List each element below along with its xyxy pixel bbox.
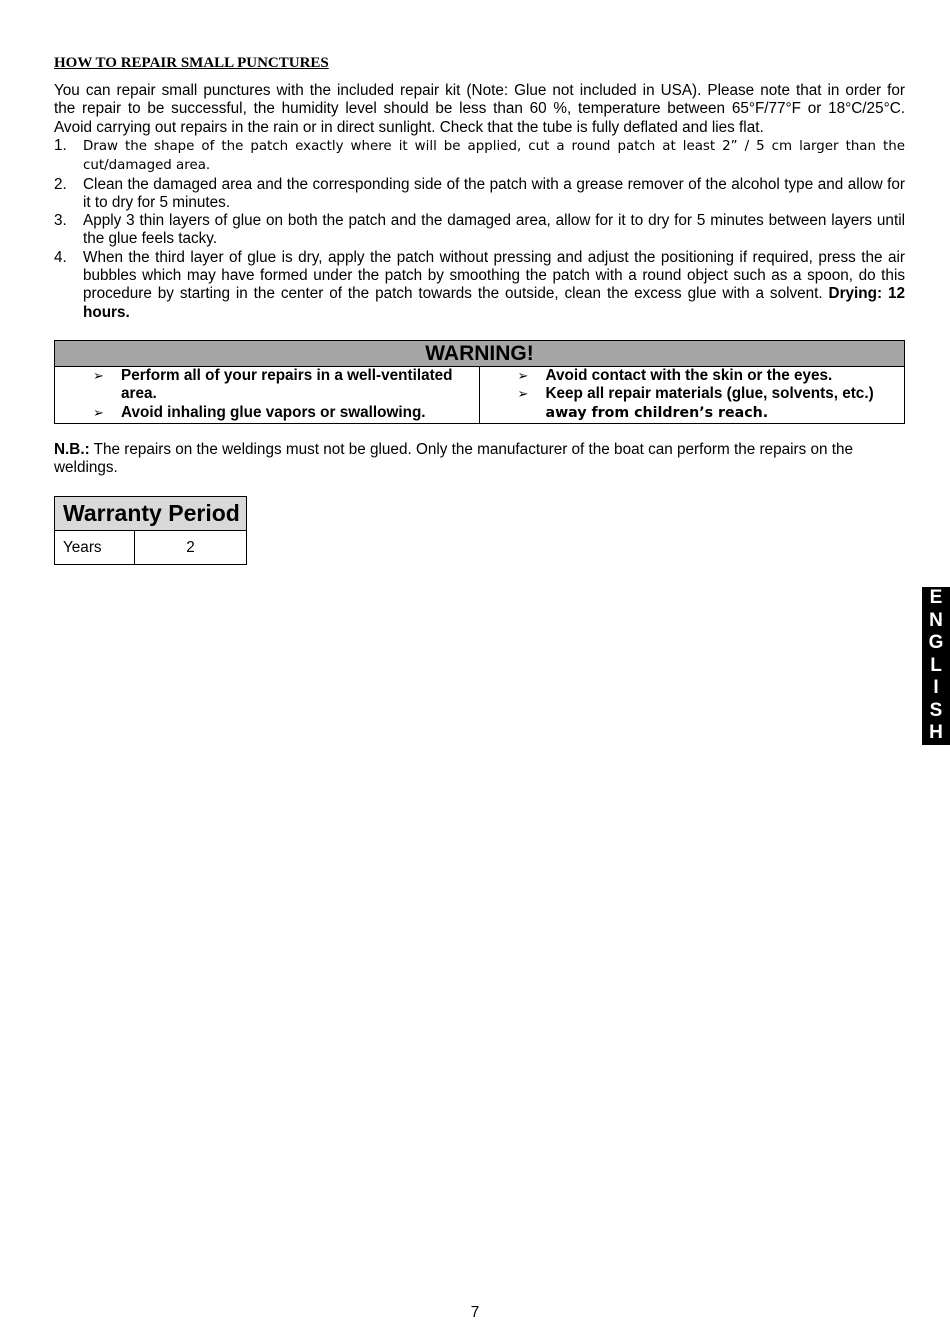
nb-label: N.B.: — [54, 441, 90, 458]
repair-step — [54, 249, 905, 322]
step-number: 2. — [54, 175, 67, 193]
warning-text: Keep all repair materials (glue, solvents, etc.) — [545, 385, 874, 403]
repair-step — [54, 176, 905, 213]
language-tab-letter: N — [929, 609, 943, 631]
intro-line: Avoid carrying out repairs in the rain or in direct sunlight. Check that the tube is fully deflated and lies flat. — [54, 118, 764, 136]
language-tab — [922, 587, 950, 745]
warning-title: WARNING! — [55, 341, 904, 367]
language-tab-letter: I — [933, 677, 939, 699]
warning-list — [55, 367, 471, 422]
repair-steps-list — [54, 137, 905, 322]
warning-item — [480, 367, 897, 385]
warning-text: Avoid inhaling glue vapors or swallowing. — [121, 403, 426, 421]
warning-box — [54, 340, 905, 424]
warning-columns — [55, 367, 904, 423]
language-tab-letter: E — [929, 586, 943, 608]
warning-item — [55, 404, 471, 422]
warranty-value: 2 — [186, 538, 195, 556]
warning-item — [55, 367, 471, 404]
warning-column-left — [55, 367, 480, 423]
warning-item — [480, 385, 897, 422]
arrow-bullet-icon: ➢ — [93, 404, 104, 420]
step-number: 3. — [54, 212, 67, 230]
repair-step — [54, 137, 905, 176]
intro-line: You can repair small punctures with the included repair kit (Note: Glue not included in USA). Please note that in order for — [54, 82, 905, 99]
intro-paragraph — [54, 82, 905, 137]
repair-step — [54, 212, 905, 249]
page-number: 7 — [470, 1304, 480, 1321]
step-text: Clean the damaged area and the corresponding side of the patch with a grease remover of the alcohol type and allow for it to dry for 5 minutes. — [83, 175, 905, 211]
nb-text: The repairs on the weldings must not be glued. Only the manufacturer of the boat can perform the repairs on the weldings. — [54, 441, 854, 477]
arrow-bullet-icon: ➢ — [517, 368, 529, 383]
step-text: Apply 3 thin layers of glue on both the patch and the damaged area, allow for it to dry for 5 minutes between layers until the glue feels tacky. — [83, 212, 905, 248]
arrow-bullet-icon: ➢ — [93, 368, 104, 383]
nb-note — [54, 441, 905, 478]
language-tab-letter: S — [929, 699, 943, 721]
drying-time: Drying: 12 hours. — [83, 285, 905, 321]
section-heading: HOW TO REPAIR SMALL PUNCTURES — [54, 55, 329, 71]
warning-column-right — [480, 367, 905, 423]
warning-text: away from children’s reach. — [545, 404, 769, 421]
step-number: 1. — [54, 137, 67, 154]
warranty-label: Years — [55, 531, 135, 564]
step-number: 4. — [54, 248, 67, 266]
intro-line: the repair to be successful, the humidity level should be less than 60 %, temperature between 65°F/77°F or 18°C/25°C. — [54, 100, 905, 118]
language-tab-letter: L — [930, 654, 942, 676]
warning-text: Perform all of your repairs in a well-ventilated area. — [121, 367, 453, 403]
language-tab-letter: H — [929, 722, 943, 744]
warranty-row — [55, 531, 246, 564]
step-text: When the third layer of glue is dry, apply the patch without pressing and adjust the positioning if required, press the air bubbles which may have formed under the patch by smoothing the patch with a round object such as a spoon, do this procedure by starting in the center of the patch towards the outside, clean the excess glue with a solvent. — [83, 248, 905, 303]
arrow-bullet-icon: ➢ — [517, 386, 529, 402]
warning-text: Avoid contact with the skin or the eyes. — [545, 367, 833, 384]
warranty-title: Warranty Period — [55, 497, 246, 531]
warning-list — [480, 367, 897, 422]
language-tab-letter: G — [928, 632, 944, 654]
step-text: Draw the shape of the patch exactly where it will be applied, cut a round patch at least 2” / 5 cm larger than the cut/damaged area. — [83, 139, 905, 174]
warranty-table — [54, 496, 247, 565]
